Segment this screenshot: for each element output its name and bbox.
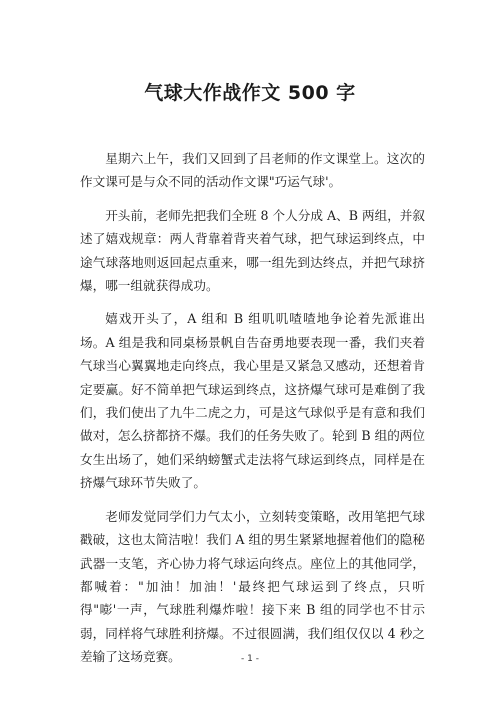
document-title: 气球大作战作文 500 字 <box>144 82 356 104</box>
document-body <box>80 147 425 679</box>
page-number: - 1 - <box>241 654 259 664</box>
paragraph-2: 开头前，老师先把我们全班 8 个人分成 A、B 两组，并叙述了嬉戏规章：两人背靠着背夹着气球，把气球运到终点，中途气球落地则返回起点重来，哪一组先到达终点，并把气球挤爆，哪一组就获得成功。 <box>80 207 425 294</box>
paragraph-1: 星期六上午，我们又回到了吕老师的作文课堂上。这次的作文课可是与众不同的活动作文课"巧运气球'。 <box>80 151 425 190</box>
paragraph-3: 嬉戏开头了，A 组和 B 组叽叽喳喳地争论着先派谁出场。A 组是我和同桌杨景帆自告奋勇地要表现一番，我们夹着气球当心翼翼地走向终点，我心里是又紧急又感动，还想着肯定要赢。好不简单把气球运到终点，这挤爆气球可是难倒了我们，我们使出了九牛二虎之力，可是这气球似乎是有意和我们做对，怎么挤都挤不爆。我们的任务失败了。轮到 B 组的两位女生出场了，她们采纳螃蟹式走法将气球运到终点，同样是在挤爆气球环节失败了。 <box>80 311 425 491</box>
paragraph-4: 老师发觉同学们力气太小，立刻转变策略，改用笔把气球戳破，这也太简洁啦！我们 A 组的男生紧紧地握着他们的隐秘武器一支笔，齐心协力将气球运向终点。座位上的其他同学，都喊着："加油！加油！'最终把气球运到了终点，只听得"嘭'一声，气球胜利爆炸啦！接下来 B 组的同学也不甘示弱，同样将气球胜利挤爆。不过很圆满，我们组仅仅以 4 秒之差输了这场竞赛。 <box>80 508 425 665</box>
